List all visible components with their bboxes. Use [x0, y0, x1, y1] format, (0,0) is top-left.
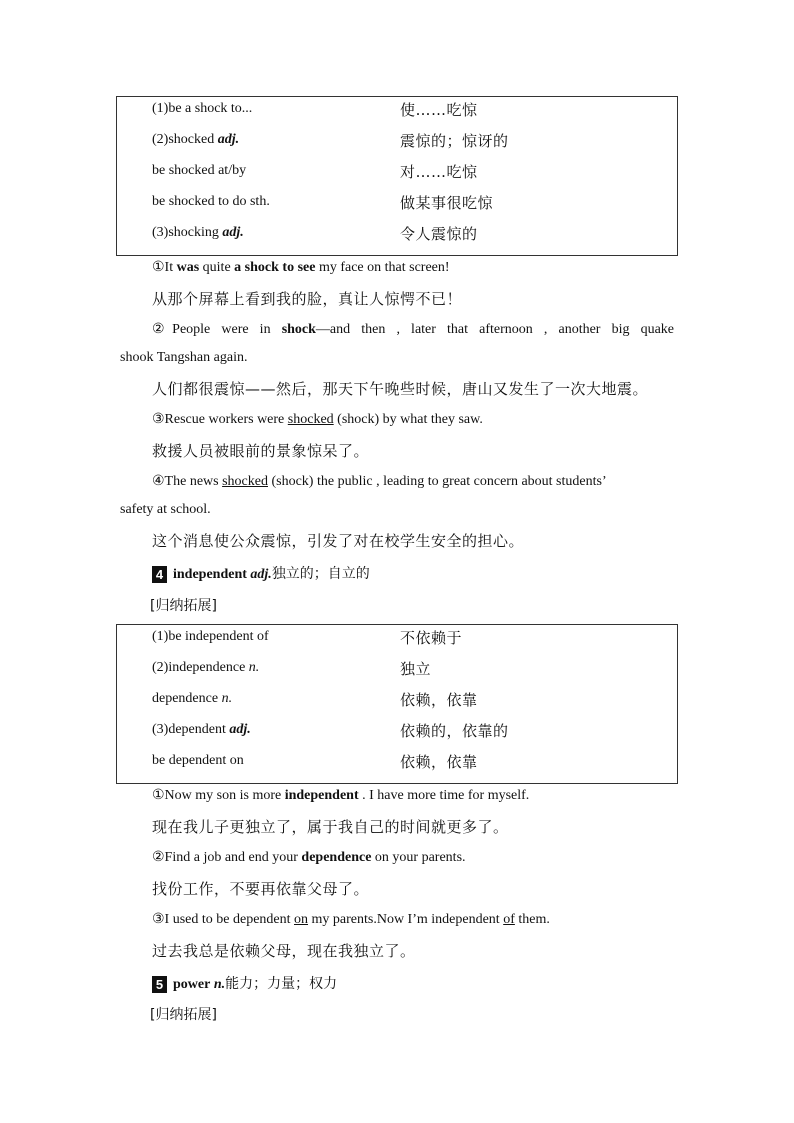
table-row [117, 751, 677, 775]
item-number-badge: 5 [152, 976, 167, 993]
vocab-heading-power: 5 power n.能力；力量；权力 [152, 973, 337, 993]
table-cell-en: be shocked at/by [152, 163, 247, 178]
expand-label: [归纳拓展] [150, 1007, 217, 1023]
example-sentence-en-cont: shook Tangshan again. [120, 350, 248, 365]
table-cell-en: dependence n. [152, 691, 233, 706]
example-sentence-en: ②Find a job and end your dependence on your parents. [152, 850, 466, 865]
expand-label: [归纳拓展] [150, 598, 217, 614]
table-cell-zh: 依赖，依靠 [400, 753, 478, 771]
example-sentence-en-cont: safety at school. [120, 502, 211, 517]
table-cell-en: (1)be independent of [152, 629, 269, 644]
vocab-table-independent [116, 624, 678, 784]
example-translation-zh: 这个消息使公众震惊，引发了对在校学生安全的担心。 [152, 532, 525, 550]
table-cell-zh: 做某事很吃惊 [400, 194, 494, 212]
table-cell-en: be shocked to do sth. [152, 194, 270, 209]
table-row [117, 130, 677, 154]
example-translation-zh: 从那个屏幕上看到我的脸，真让人惊愕不已！ [152, 290, 463, 308]
example-sentence-en: ①It was quite a shock to see my face on that screen! [152, 260, 450, 275]
example-translation-zh: 找份工作，不要再依靠父母了。 [152, 880, 370, 898]
example-translation-zh: 人们都很震惊——然后，那天下午晚些时候，唐山又发生了一次大地震。 [152, 380, 649, 398]
example-sentence-en: ①Now my son is more independent . I have more time for myself. [152, 788, 530, 803]
vocab-table-shock [116, 96, 678, 256]
table-cell-zh: 对……吃惊 [400, 163, 478, 181]
table-cell-en: (3)dependent adj. [152, 722, 251, 737]
table-cell-zh: 依赖的，依靠的 [400, 722, 509, 740]
table-cell-en: be dependent on [152, 753, 244, 768]
table-cell-en: (1)be a shock to... [152, 101, 253, 116]
table-row [117, 192, 677, 216]
table-cell-en: (2)independence n. [152, 660, 260, 675]
table-row [117, 720, 677, 744]
table-cell-zh: 依赖，依靠 [400, 691, 478, 709]
table-cell-zh: 令人震惊的 [400, 225, 478, 243]
table-row [117, 627, 677, 651]
vocab-heading-independent: 4 independent adj.独立的；自立的 [152, 563, 370, 583]
table-row [117, 689, 677, 713]
table-row [117, 161, 677, 185]
item-number-badge: 4 [152, 566, 167, 583]
example-sentence-en: ③Rescue workers were shocked (shock) by what they saw. [152, 412, 483, 427]
example-translation-zh: 现在我儿子更独立了，属于我自己的时间就更多了。 [152, 818, 509, 836]
table-row [117, 658, 677, 682]
table-cell-zh: 独立 [400, 660, 432, 678]
example-sentence-en: ④The news shocked (shock) the public , leading to great concern about students’ [152, 474, 607, 489]
example-sentence-en: ②People were in shock—and then , later that afternoon , another big quake [152, 322, 675, 337]
table-row [117, 223, 677, 247]
table-cell-en: (3)shocking adj. [152, 225, 244, 240]
example-translation-zh: 过去我总是依赖父母，现在我独立了。 [152, 942, 416, 960]
table-cell-zh: 震惊的；惊讶的 [400, 132, 509, 150]
table-cell-en: (2)shocked adj. [152, 132, 240, 147]
table-row [117, 99, 677, 123]
example-sentence-en: ③I used to be dependent on my parents.Now I’m independent of them. [152, 912, 550, 927]
example-translation-zh: 救援人员被眼前的景象惊呆了。 [152, 442, 370, 460]
table-cell-zh: 不依赖于 [400, 629, 463, 647]
table-cell-zh: 使……吃惊 [400, 101, 478, 119]
